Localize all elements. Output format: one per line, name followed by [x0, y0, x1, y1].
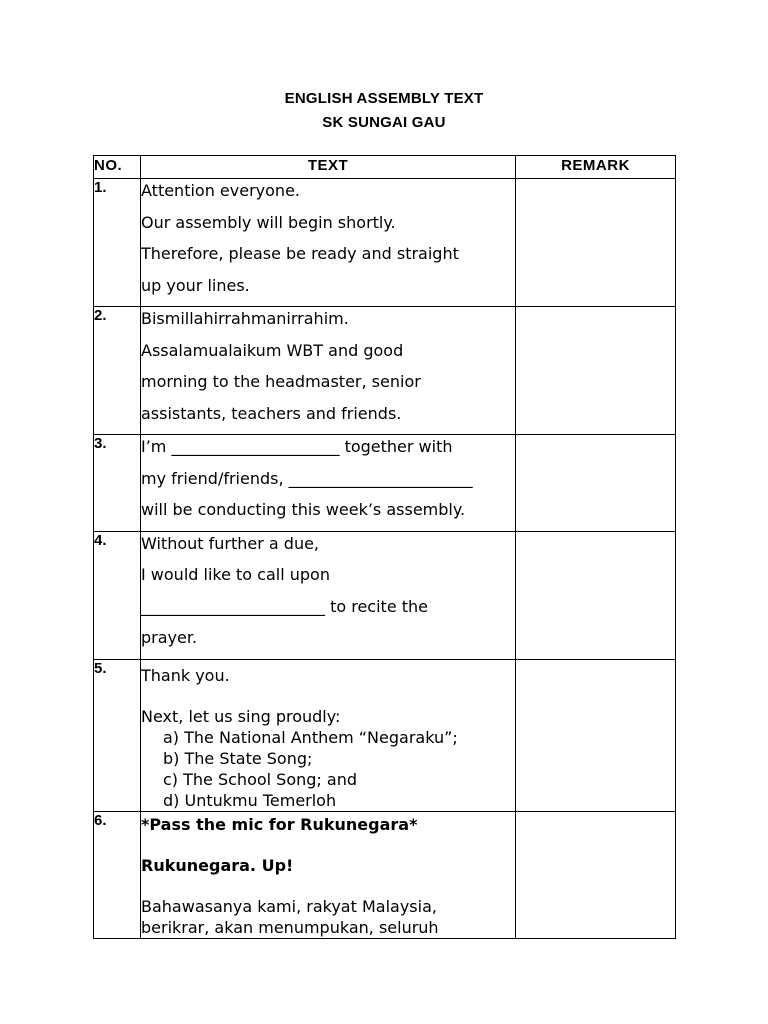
- remark-cell: [516, 307, 676, 435]
- text-line: Thank you.: [141, 665, 230, 685]
- text-line: will be conducting this week’s assembly.: [141, 500, 466, 519]
- column-header-no: NO.: [94, 156, 141, 179]
- text-line: morning to the headmaster, senior: [141, 372, 421, 391]
- remark-cell: [516, 531, 676, 659]
- text-line: up your lines.: [141, 275, 250, 295]
- remark-cell: [516, 435, 676, 532]
- row-number: 2.: [94, 307, 141, 435]
- table-row: [94, 435, 676, 532]
- table-row: [94, 531, 676, 659]
- assembly-script-table: [93, 155, 676, 939]
- row-number: 1.: [94, 179, 141, 307]
- text-line: prayer.: [141, 628, 198, 647]
- text-line: Without further a due,: [141, 533, 320, 553]
- remark-cell: [516, 811, 676, 938]
- table-row: [94, 179, 676, 307]
- row-number: 4.: [94, 531, 141, 659]
- row-text: [141, 435, 516, 532]
- column-header-remark: REMARK: [516, 156, 676, 179]
- row-text: [141, 179, 516, 307]
- list-item: a) The National Anthem “Negaraku”;: [163, 727, 458, 747]
- instruction-line: Rukunegara. Up!: [141, 855, 294, 875]
- text-line: Attention everyone.: [141, 181, 300, 200]
- row-text: [141, 811, 516, 938]
- row-text: [141, 307, 516, 435]
- column-header-text: TEXT: [141, 156, 516, 179]
- document-title: ENGLISH ASSEMBLY TEXT: [284, 90, 484, 107]
- row-number: 3.: [94, 435, 141, 532]
- list-item: d) Untukmu Temerloh: [163, 790, 337, 810]
- text-line: I would like to call upon: [141, 565, 330, 584]
- list-item: b) The State Song;: [163, 748, 313, 768]
- row-text: [141, 531, 516, 659]
- text-line: Bismillahirrahmanirrahim.: [141, 309, 349, 328]
- row-number: 6.: [94, 811, 141, 938]
- row-number: 5.: [94, 659, 141, 811]
- table-row: [94, 307, 676, 435]
- instruction-line: *Pass the mic for Rukunegara*: [141, 814, 418, 834]
- school-name: SK SUNGAI GAU: [322, 114, 446, 131]
- text-line: I’m _____________________ together with: [141, 437, 453, 456]
- text-line: my friend/friends, _______________________: [141, 468, 473, 488]
- text-line: berikrar, akan menumpukan, seluruh: [141, 917, 439, 937]
- text-line: Assalamualaikum WBT and good: [141, 340, 404, 360]
- list-item: c) The School Song; and: [163, 769, 357, 789]
- text-line: Bahawasanya kami, rakyat Malaysia,: [141, 896, 437, 916]
- song-list: [141, 727, 515, 811]
- remark-cell: [516, 179, 676, 307]
- remark-cell: [516, 659, 676, 811]
- song-intro: Next, let us sing proudly:: [141, 706, 341, 726]
- table-row: [94, 659, 676, 811]
- row-text: [141, 659, 516, 811]
- text-line: Therefore, please be ready and straight: [141, 244, 459, 263]
- table-row: [94, 811, 676, 938]
- text-line: _______________________ to recite the: [141, 596, 429, 616]
- text-line: Our assembly will begin shortly.: [141, 212, 396, 232]
- text-line: assistants, teachers and friends.: [141, 403, 402, 423]
- table-header-row: [94, 156, 676, 179]
